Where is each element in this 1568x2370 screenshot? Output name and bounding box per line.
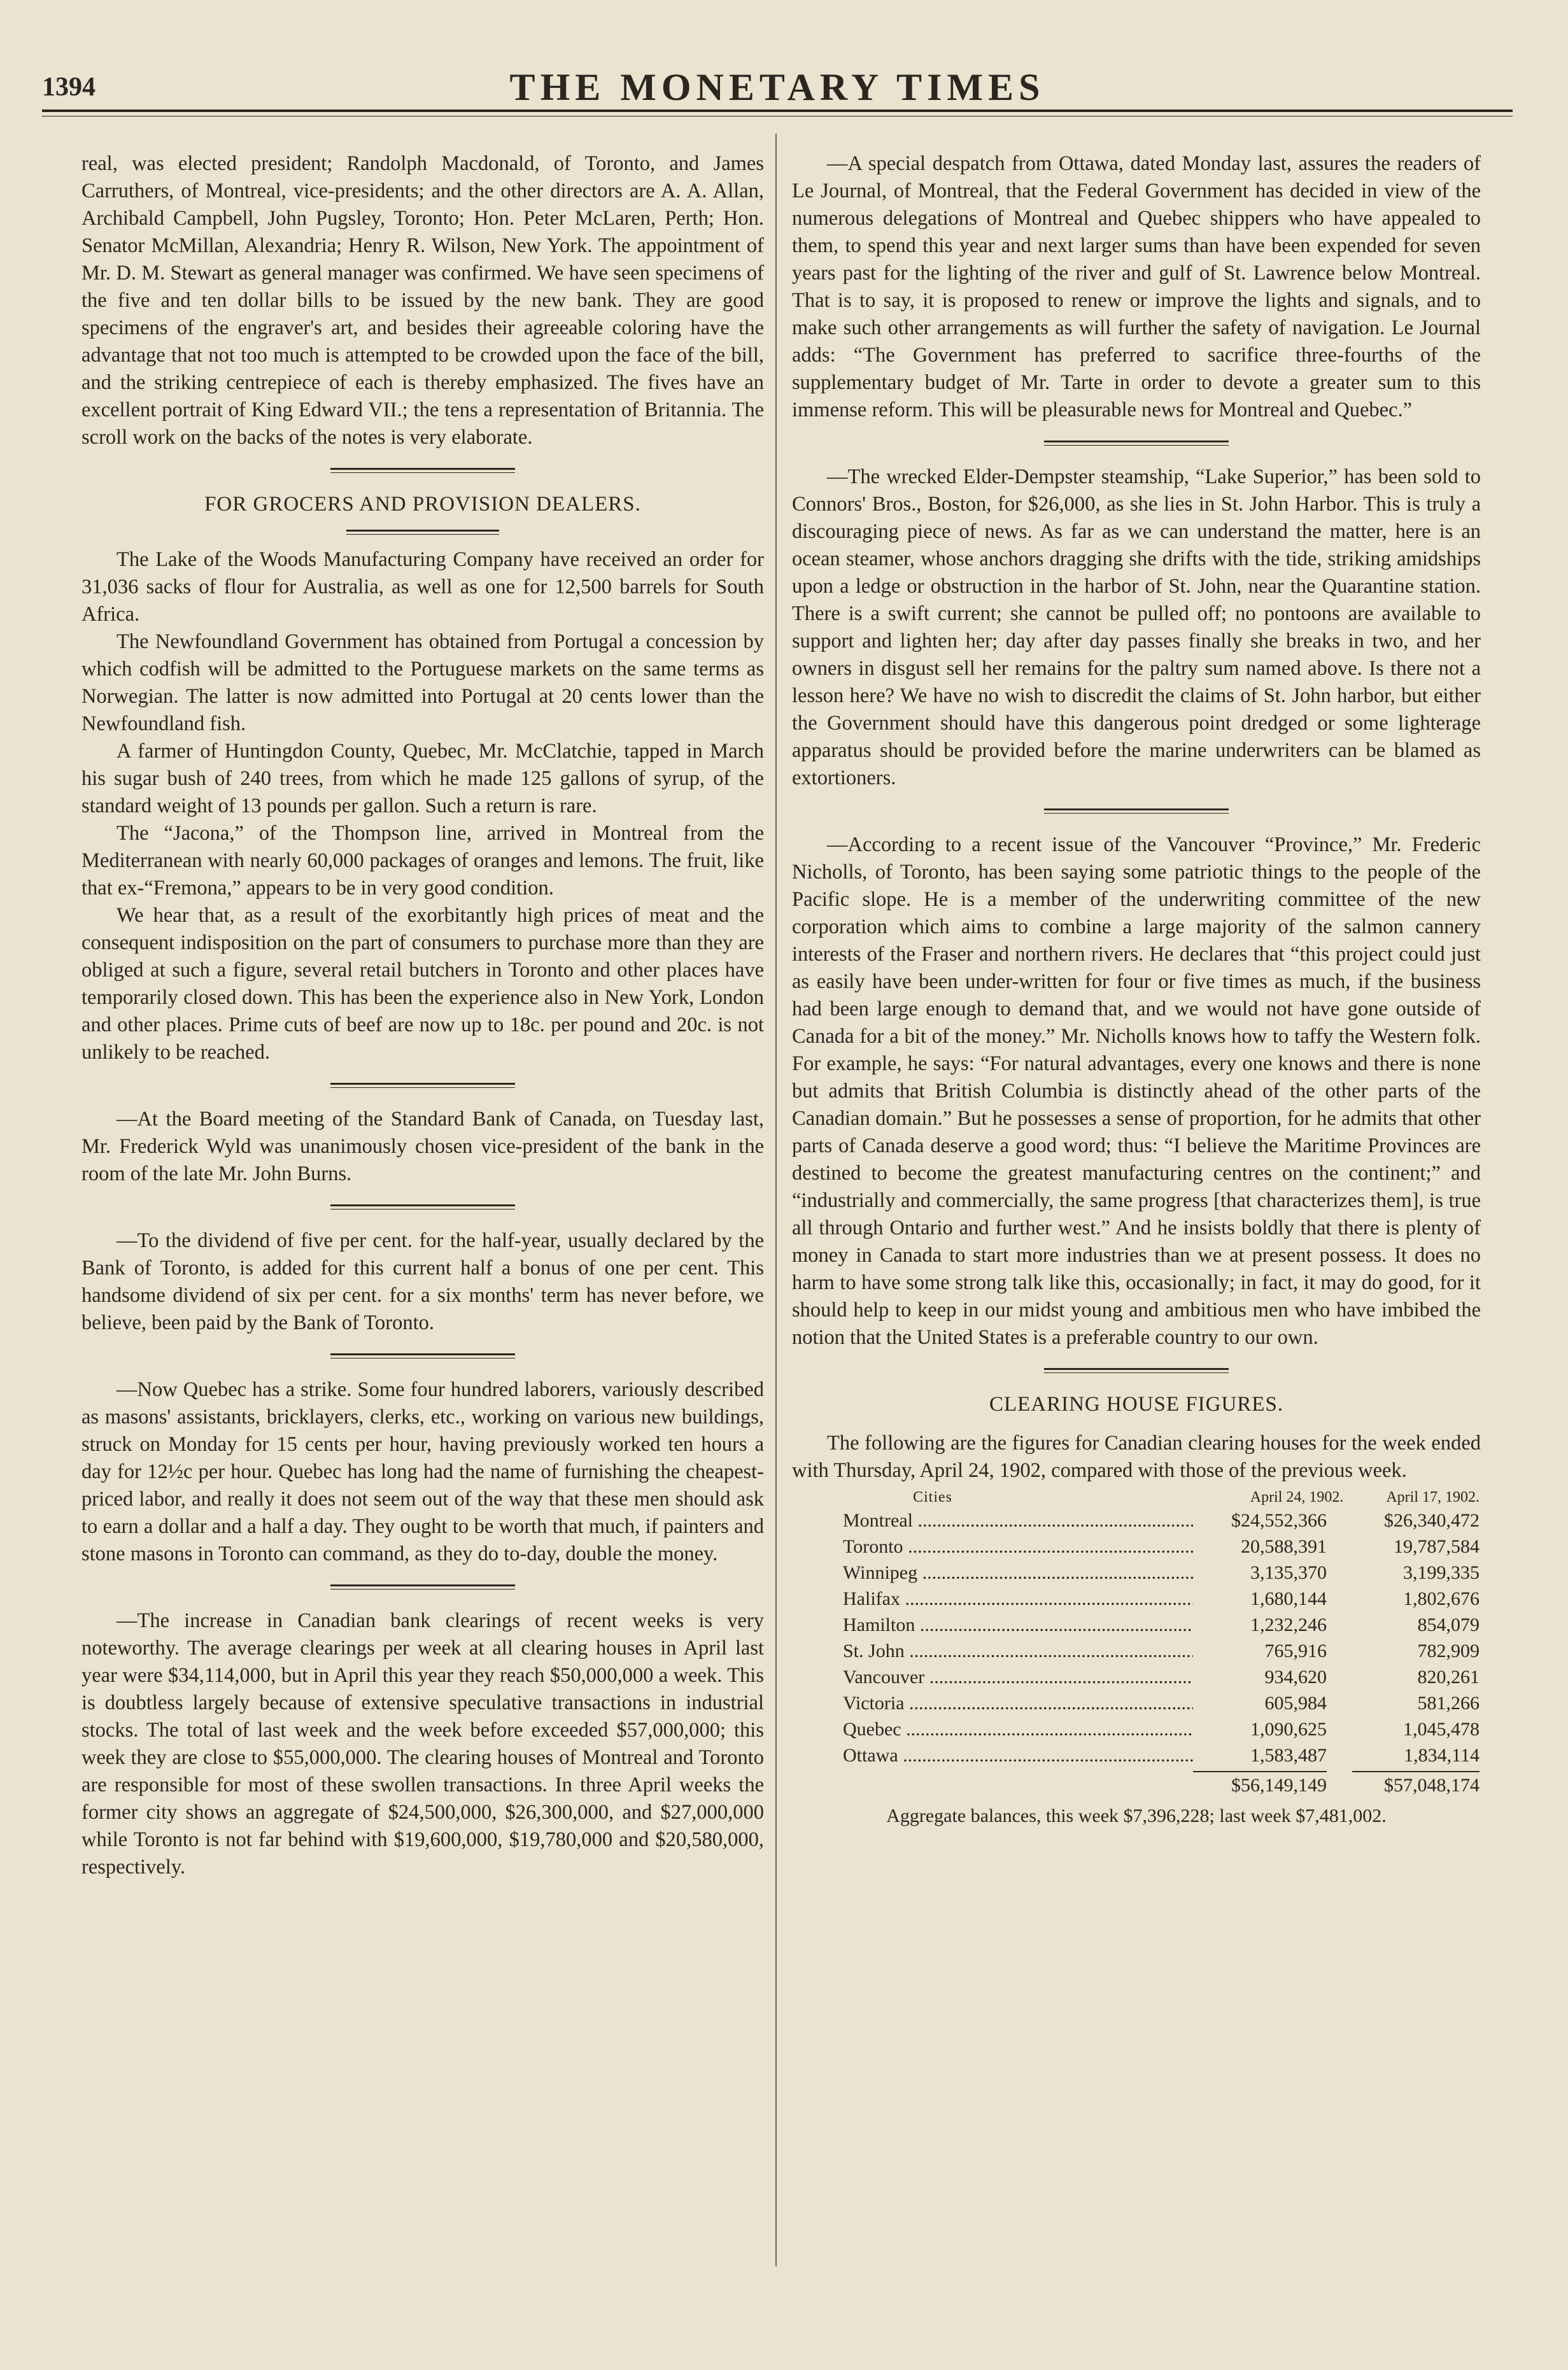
city-cell: Hamilton ..... — [843, 1612, 1193, 1638]
table-row — [843, 1716, 1480, 1742]
city-cell: Vancouver ..... — [843, 1664, 1193, 1690]
april-17-cell: 782,909 — [1417, 1640, 1480, 1661]
city-cell: Halifax ..... — [843, 1586, 1193, 1612]
april-24-cell: 934,620 — [1264, 1667, 1327, 1688]
april-17-cell: 19,787,584 — [1394, 1536, 1480, 1557]
april-17-cell: 854,079 — [1417, 1614, 1480, 1635]
header-april-17: April 17, 1902. — [1386, 1489, 1480, 1506]
grocers-heading: FOR GROCERS AND PROVISION DEALERS. — [204, 493, 641, 516]
right-column — [792, 150, 1481, 1830]
table-row — [843, 1560, 1480, 1586]
section-separator — [330, 1353, 515, 1358]
column-divider — [775, 134, 777, 2266]
april-17-cell: 1,045,478 — [1403, 1719, 1480, 1740]
grocers-paragraph: A farmer of Huntingdon County, Quebec, Mr. McClatchie, tapped in March his sugar bush of 240 trees, from which he made 125 gallons of syrup, of the standard weight of 13 pounds per gallon. Such a return is rare. — [81, 740, 764, 817]
table-row — [843, 1742, 1480, 1768]
april-17-cell: 1,802,676 — [1403, 1588, 1480, 1609]
table-row — [843, 1534, 1480, 1560]
april-24-cell: 605,984 — [1264, 1693, 1327, 1714]
ottawa-despatch-article: —A special despatch from Ottawa, dated Monday last, assures the readers of Le Journal, of Montreal, that the Federal Government has decided in view of the numerous delegations of Montreal and Quebec shippers who have appealed to them, to spend this year and next larger sums than have been expended for seven years past for the lighting of the river and gulf of St. Lawrence below Montreal. That is to say, it is proposed to renew or improve the lights and signals, and to make such other arrangements as will further the safety of navigation. Le Journal adds: “The Government has preferred to sacrifice three-fourths of the supplementary budget of Mr. Tarte in order to devote a greater sum to this immense reform. This will be pleasurable news for Montreal and Quebec.” — [792, 152, 1481, 421]
april-24-cell: 1,090,625 — [1250, 1719, 1327, 1740]
header-april-24: April 24, 1902. — [1250, 1489, 1344, 1506]
header-cities: Cities — [913, 1489, 953, 1506]
page-number: 1394 — [42, 73, 95, 102]
heading-separator — [346, 530, 499, 535]
grocers-paragraph: The “Jacona,” of the Thompson line, arrived in Montreal from the Mediterranean with nearly 60,000 packages of oranges and lemons. The fruit, like that ex-“Fremona,” appears to be in very good condition. — [81, 822, 764, 899]
section-separator — [1044, 808, 1229, 814]
april-24-cell: $24,552,366 — [1231, 1510, 1327, 1531]
aggregate-balances: Aggregate balances, this week $7,396,228; last week $7,481,002. — [886, 1805, 1387, 1826]
page-header — [42, 60, 1513, 111]
total-row — [843, 1772, 1480, 1798]
grocers-paragraph: The Lake of the Woods Manufacturing Company have received an order for 31,036 sacks of flour for Australia, as well as one for 12,500 barrels for South Africa. — [81, 548, 764, 626]
quebec-strike-article: —Now Quebec has a strike. Some four hundred laborers, variously described as masons' assistants, bricklayers, clerks, etc., working on various new buildings, struck on Monday for 15 cents per hour, having previously worked ten hours a day for 12½c per hour. Quebec has long had the name of furnishing the cheapest-priced labor, and really it does not seem out of the way that these men should ask to earn a dollar and a half a day. They ought to be worth that much, if painters and stone masons in Toronto can command, as they do to-day, double the money. — [81, 1378, 764, 1565]
april-17-cell: 3,199,335 — [1403, 1562, 1480, 1583]
standard-bank-article: —At the Board meeting of the Standard Bank of Canada, on Tuesday last, Mr. Frederick Wyld was unanimously chosen vice-president of the bank in the room of the late Mr. John Burns. — [81, 1108, 764, 1185]
total-april-17: $57,048,174 — [1384, 1775, 1480, 1796]
table-row — [843, 1612, 1480, 1638]
nicholls-article: —According to a recent issue of the Vancouver “Province,” Mr. Frederic Nicholls, of Toronto, has been saying some patriotic things to the people of the Pacific slope. He is a member of the underwriting committee of the new corporation which aims to combine a large majority of the salmon cannery interests of the Fraser and northern rivers. He declares that “this project could just as easily have been under-written for four or five times as much, if the business had been large enough to demand that, and we would not have gone outside of Canada for a bit of the money.” Mr. Nicholls knows how to taffy the Western folk. For example, he says: “For natural advantages, every one knows and there is none but admits that British Columbia is distinctly ahead of the other parts of the Canadian domain.” But he possesses a sense of proportion, for he admits that other parts of Canada deserve a good word; thus: “I believe the Maritime Provinces are destined to become the greatest manufacturing centres on the continent;” and “industrially and commercially, the same progress [that characterizes them], is true all through Ontario and further west.” And he insists boldly that there is plenty of money in Canada to start more industries than we at present possess. It does no harm to have some strong talk like this, occasionally; in fact, it may do good, for it should help to keep in our midst young and ambitious men who have imbibed the notion that the United States is a preferable country to our own. — [792, 833, 1481, 1349]
april-17-cell: $26,340,472 — [1384, 1510, 1480, 1531]
section-separator — [1044, 441, 1229, 446]
table-row — [843, 1586, 1480, 1612]
city-cell: Quebec ..... — [843, 1716, 1193, 1742]
april-17-cell: 581,266 — [1417, 1693, 1480, 1714]
city-cell: Ottawa ..... — [843, 1742, 1193, 1768]
city-cell: Winnipeg ..... — [843, 1560, 1193, 1586]
table-row — [843, 1638, 1480, 1664]
april-24-cell: 20,588,391 — [1241, 1536, 1327, 1557]
april-24-cell: 1,232,246 — [1250, 1614, 1327, 1635]
clearing-heading: CLEARING HOUSE FIGURES. — [989, 1393, 1284, 1416]
clearing-table — [843, 1487, 1480, 1798]
left-column — [81, 150, 764, 1881]
april-24-cell: 1,583,487 — [1250, 1745, 1327, 1766]
april-24-cell: 1,680,144 — [1250, 1588, 1327, 1609]
april-17-cell: 820,261 — [1417, 1667, 1480, 1688]
april-17-cell: 1,834,114 — [1404, 1745, 1480, 1766]
april-24-cell: 3,135,370 — [1250, 1562, 1327, 1583]
table-row — [843, 1690, 1480, 1716]
clearing-intro: The following are the figures for Canadian clearing houses for the week ended with Thursday, April 24, 1902, compared with those of the previous week. — [792, 1432, 1481, 1482]
bank-toronto-article: —To the dividend of five per cent. for the half-year, usually declared by the Bank of Toronto, is added for this current half a bonus of one per cent. This handsome dividend of six per cent. for a six months' term has never before, we believe, been paid by the Bank of Toronto. — [81, 1229, 764, 1334]
grocers-paragraph: The Newfoundland Government has obtained from Portugal a concession by which codfish will be admitted to the Portuguese markets on the same terms as Norwegian. The latter is now admitted into Portugal at 20 cents lower than the Newfoundland fish. — [81, 630, 764, 735]
intro-paragraph: real, was elected president; Randolph Macdonald, of Toronto, and James Carruthers, of Montreal, vice-presidents; and the other directors are A. A. Allan, Archibald Campbell, John Pugsley, Toronto; Hon. Peter McLaren, Perth; Hon. Senator McMillan, Alexandria; Henry R. Wilson, New York. The appointment of Mr. D. M. Stewart as general manager was confirmed. We have seen specimens of the five and ten dollar bills to be issued by the new bank. They are good specimens of the engraver's art, and besides their agreeable coloring have the advantage that not too much is attempted to be crowded upon the face of the bill, and the striking centrepiece of each is thereby emphasized. The fives have an excellent portrait of King Edward VII.; the tens a representation of Britannia. The scroll work on the backs of the notes is very elaborate. — [81, 152, 764, 449]
masthead: THE MONETARY TIMES — [509, 66, 1045, 108]
total-april-24: $56,149,149 — [1231, 1775, 1327, 1796]
header-rule — [42, 109, 1513, 112]
grocers-paragraph: We hear that, as a result of the exorbitantly high prices of meat and the consequent indisposition on the part of consumers to purchase more than they are obliged at such a figure, several retail butchers in Toronto and other places have temporarily closed down. This has been the experience also in New York, London and other places. Prime cuts of beef are now up to 18c. per pound and 20c. is not unlikely to be reached. — [81, 904, 764, 1064]
bank-clearings-article: —The increase in Canadian bank clearings of recent weeks is very noteworthy. The average clearings per week at all clearing houses in April last year were $34,114,000, but in April this year they reach $50,000,000 a week. This is doubtless largely because of extensive speculative transactions in industrial stocks. The total of last week and the week before exceeded $57,000,000; this week they are close to $55,000,000. The clearing houses of Montreal and Toronto are responsible for most of these swollen transactions. In three April weeks the former city shows an aggregate of $24,500,000, $26,300,000, and $27,000,000 while Toronto is not far behind with $19,600,000, $19,780,000 and $20,580,000, respectively. — [81, 1609, 764, 1879]
section-separator — [1044, 1368, 1229, 1373]
table-row — [843, 1664, 1480, 1690]
city-cell: Montreal ..... — [843, 1507, 1193, 1534]
city-cell: Victoria ..... — [843, 1690, 1193, 1716]
section-separator — [330, 1204, 515, 1210]
city-cell: St. John ..... — [843, 1638, 1193, 1664]
section-separator — [330, 468, 515, 473]
city-cell: Toronto ..... — [843, 1534, 1193, 1560]
lake-superior-article: —The wrecked Elder-Dempster steamship, “Lake Superior,” has been sold to Connors' Bros., Boston, for $26,000, as she lies in St. John Harbor. This is truly a discouraging piece of news. As far as we can understand the matter, here is an ocean steamer, whose anchors dragging she drifts with the tide, striking amidships upon a ledge or obstruction in the harbor of St. John, near the Quarantine station. There is a swift current; she cannot be pulled off; no pontoons are available to support and lighten her; day after day passes finally she breaks in two, and her owners in disgust sell her remains for the paltry sum named above. Is there not a lesson here? We have no wish to discredit the claims of St. John harbor, but either the Government should have this dangerous point dredged or some lighterage apparatus should be provided before the marine underwriters can be blamed as extortioners. — [792, 465, 1481, 789]
april-24-cell: 765,916 — [1264, 1640, 1327, 1661]
table-header-row — [843, 1487, 1480, 1507]
section-separator — [330, 1584, 515, 1590]
table-row — [843, 1507, 1480, 1534]
table-rows — [843, 1507, 1480, 1768]
section-separator — [330, 1083, 515, 1088]
